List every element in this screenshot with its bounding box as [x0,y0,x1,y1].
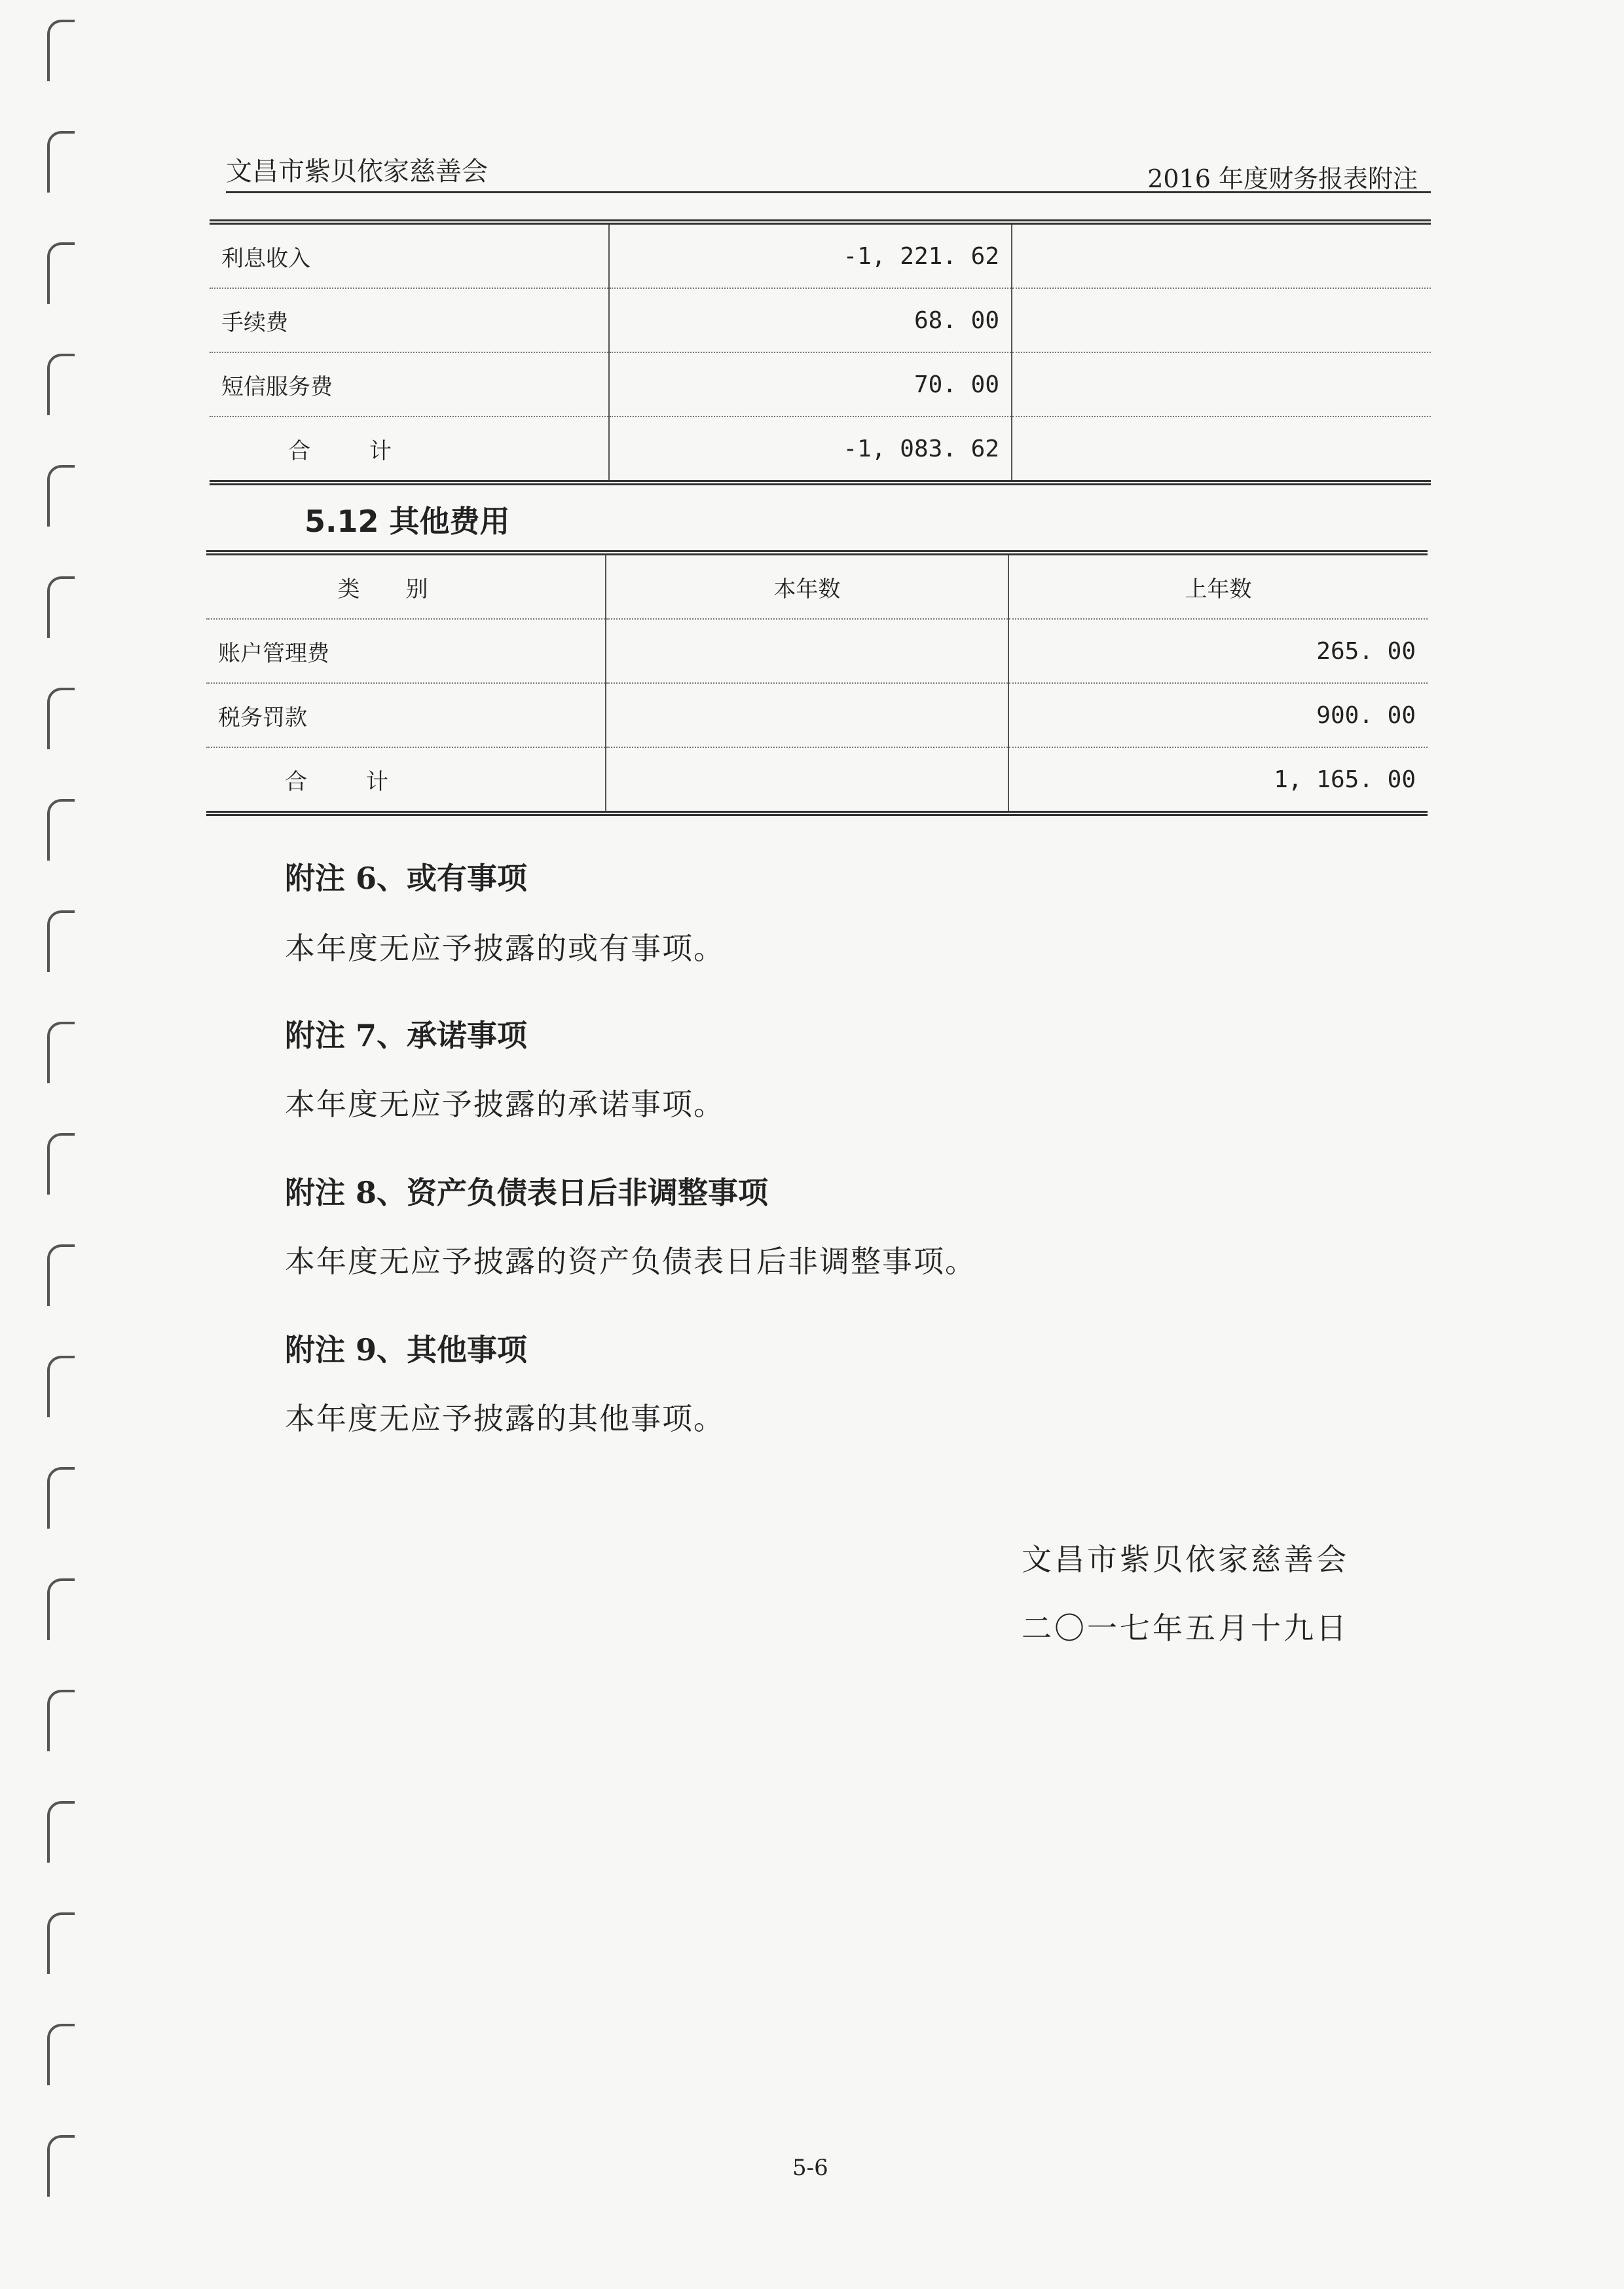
note-heading: 附注 9、其他事项 [285,1332,528,1368]
header-current-year: 本年数 [606,553,1008,619]
total-prior: 1, 165. 00 [1008,747,1428,813]
header-prior-year: 上年数 [1008,553,1428,619]
total-current [606,747,1008,813]
total-current: -1, 083. 62 [609,417,1012,483]
row-label: 税务罚款 [206,683,606,747]
note-body: 本年度无应予披露的或有事项。 [285,931,725,966]
header-title: 2016 年度财务报表附注 [1147,164,1418,193]
binding-hole [47,1133,75,1195]
binding-hole [47,576,75,638]
note-body: 本年度无应予披露的其他事项。 [285,1401,725,1436]
row-current: -1, 221. 62 [609,222,1012,288]
binding-hole [47,20,75,81]
row-current: 68. 00 [609,288,1012,352]
note-heading: 附注 6、或有事项 [285,861,528,896]
binding-hole [47,1467,75,1529]
table-row [210,352,1431,417]
binding-hole [47,1022,75,1083]
total-label: 合计 [288,437,451,464]
binding-hole [47,910,75,972]
page-header [226,151,1431,196]
row-prior [1012,288,1431,352]
binding-hole [47,1801,75,1863]
binding-hole [47,1912,75,1974]
table-total-row [206,747,1428,813]
binding-holes [47,20,80,2273]
row-prior [1012,352,1431,417]
signature-date: 二〇一七年五月十九日 [1022,1610,1349,1646]
section-title-other-expenses: 5.12 其他费用 [304,504,510,539]
row-label: 手续费 [210,288,609,352]
table-row [210,222,1431,288]
binding-hole [47,131,75,193]
table-row [206,683,1428,747]
binding-hole [47,2024,75,2085]
binding-hole [47,2135,75,2197]
note-heading: 附注 7、承诺事项 [285,1018,528,1053]
signature-org: 文昌市紫贝依家慈善会 [1022,1542,1349,1577]
row-current: 70. 00 [609,352,1012,417]
note-heading: 附注 8、资产负债表日后非调整事项 [285,1175,769,1210]
binding-hole [47,688,75,749]
table-row [210,288,1431,352]
binding-hole [47,1690,75,1751]
binding-hole [47,1244,75,1306]
binding-hole [47,465,75,527]
table-header-row [206,553,1428,619]
binding-hole [47,799,75,861]
row-prior: 265. 00 [1008,619,1428,683]
row-label: 账户管理费 [206,619,606,683]
note-body: 本年度无应予披露的承诺事项。 [285,1087,725,1122]
header-rule [226,191,1431,193]
finance-expense-table [210,219,1431,485]
binding-hole [47,354,75,415]
binding-hole [47,1356,75,1417]
row-label: 利息收入 [210,222,609,288]
row-label: 短信服务费 [210,352,609,417]
row-current [606,683,1008,747]
row-prior [1012,222,1431,288]
row-prior: 900. 00 [1008,683,1428,747]
total-label: 合计 [285,768,447,795]
other-expense-table [206,550,1428,816]
page-number: 5-6 [792,2155,828,2181]
binding-hole [47,1578,75,1640]
table-row [206,619,1428,683]
note-body: 本年度无应予披露的资产负债表日后非调整事项。 [285,1244,976,1279]
table-total-row [210,417,1431,483]
row-current [606,619,1008,683]
header-category: 类别 [206,553,606,619]
header-org: 文昌市紫贝依家慈善会 [226,157,488,187]
binding-hole [47,242,75,304]
total-prior [1012,417,1431,483]
